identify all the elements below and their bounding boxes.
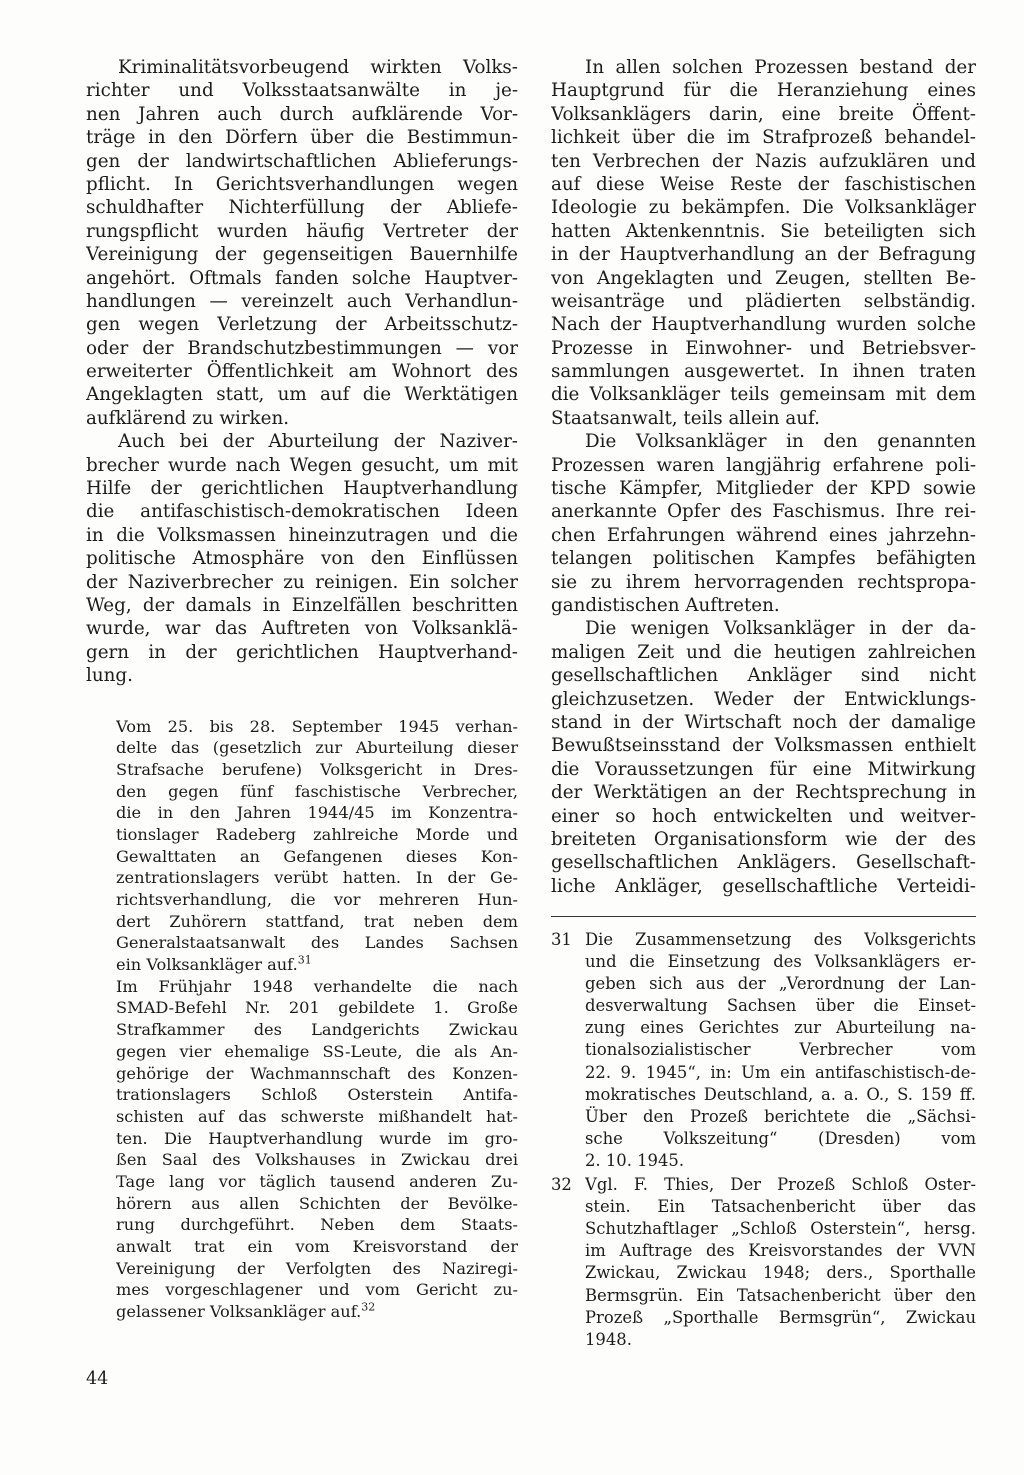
text-line: Prozeß „Sporthalle Bermsgrün“, Zwickau xyxy=(585,1307,976,1327)
text-line: delte das (gesetzlich zur Aburteilung dieser xyxy=(116,738,518,758)
case-quote-2-last-text: gelassener Volksankläger auf. xyxy=(116,1302,362,1322)
text-line: gleichzusetzen. Weder der Entwicklungs- xyxy=(551,688,976,710)
text-line: SMAD-Befehl Nr. 201 gebildete 1. Große xyxy=(116,998,518,1018)
text-line: Vereinigung der gegenseitigen Bauernhilfe xyxy=(86,244,518,266)
text-line: anwalt trat ein vom Kreisvorstand der xyxy=(116,1237,518,1257)
text-line: gandistischen Auftreten. xyxy=(551,594,780,616)
right-paragraph-2 xyxy=(551,430,976,617)
text-line: Die Zusammensetzung des Volksgerichts xyxy=(585,930,976,949)
text-line: im Auftrage des Kreisvorstandes der VVN xyxy=(585,1241,976,1261)
text-line: lichkeit über die im Strafprozeß behandel- xyxy=(551,127,976,149)
text-line: Die Volksankläger in den genannten xyxy=(585,431,976,453)
text-line: sammlungen ausgewertet. In ihnen traten xyxy=(551,361,976,383)
text-line: geben sich aus der „Verordnung der Lan- xyxy=(585,974,976,994)
left-paragraph-2 xyxy=(86,430,518,687)
text-line: Hilfe der gerichtlichen Hauptverhandlung xyxy=(86,478,518,500)
text-line: pflicht. In Gerichtsverhandlungen wegen xyxy=(86,173,518,195)
text-line: richtsverhandlung, die vor mehreren Hun- xyxy=(116,890,518,910)
text-line: hatten Aktenkenntnis. Sie beteiligten sich xyxy=(551,220,976,242)
text-line: politische Atmosphäre von den Einflüssen xyxy=(86,548,518,570)
text-line: gehörige der Wachmannschaft des Konzen- xyxy=(116,1063,518,1083)
footnote-number: 31 xyxy=(551,930,572,949)
left-paragraph-1 xyxy=(86,56,518,430)
text-line: schuldhafter Nichterfüllung der Abliefe- xyxy=(86,197,518,219)
text-line: mokratisches Deutschland, a. a. O., S. 159 ff. xyxy=(585,1084,976,1104)
text-line: hörern aus allen Schichten der Bevölke- xyxy=(116,1193,518,1213)
text-line: trationslagers Schloß Osterstein Antifa- xyxy=(116,1085,518,1105)
case-quote-1-last-line xyxy=(116,954,518,976)
text-line: Strafkammer des Landgerichts Zwickau xyxy=(116,1020,518,1040)
text-line: Zwickau, Zwickau 1948; ders., Sporthalle xyxy=(585,1263,976,1283)
text-line: wurde, war das Auftreten von Volksanklä- xyxy=(86,618,518,640)
text-line: tische Kämpfer, Mitglieder der KPD sowie xyxy=(551,478,976,500)
text-line: zung eines Gerichtes zur Aburteilung na- xyxy=(585,1018,976,1038)
text-line: gegen vier ehemalige SS-Leute, die als An- xyxy=(116,1041,518,1061)
page-number: 44 xyxy=(86,1369,109,1389)
text-line: 2. 10. 1945. xyxy=(585,1150,685,1170)
right-column xyxy=(551,56,976,898)
text-line: der Werktätigen an der Rechtsprechung in xyxy=(551,782,976,804)
text-line: Vereinigung der Verfolgten des Naziregi- xyxy=(116,1258,518,1278)
text-line: nen Jahren auch durch aufklärende Vor- xyxy=(86,103,518,125)
text-line: die in den Jahren 1944/45 im Konzentra- xyxy=(116,803,518,823)
text-line: gern in der gerichtlichen Hauptverhand- xyxy=(86,641,518,663)
footnote-32 xyxy=(551,1174,976,1351)
text-line: die Volksankläger teils gemeinsam mit dem xyxy=(551,384,976,406)
text-line: in die Volksmassen hineinzutragen und die xyxy=(86,524,518,546)
text-line: stand in der Wirtschaft noch der damalige xyxy=(551,711,976,733)
text-line: Schutzhaftlager „Schloß Osterstein“, hersg. xyxy=(585,1219,976,1239)
right-paragraph-3 xyxy=(551,617,976,898)
text-line: Weg, der damals in Einzelfällen beschritten xyxy=(86,594,518,616)
text-line: und die Einsetzung des Volksanklägers er- xyxy=(585,952,976,972)
right-paragraph-1 xyxy=(551,56,976,430)
text-line: lung. xyxy=(86,665,133,687)
case-quote-2-last-line xyxy=(116,1301,518,1323)
text-line: Bermsgrün. Ein Tatsachenbericht über den xyxy=(585,1285,976,1305)
text-line: Über den Prozeß berichtete die „Sächsi- xyxy=(585,1106,976,1126)
text-line: weisanträge und plädierten selbständig. xyxy=(551,290,976,312)
footnote-number: 32 xyxy=(551,1175,572,1195)
text-line: Prozessen waren langjährig erfahrene poli- xyxy=(551,454,976,476)
text-line: Strafsache berufene) Volksgericht in Dres- xyxy=(116,759,518,779)
text-line: desverwaltung Sachsen über die Einset- xyxy=(585,996,976,1016)
text-line: Tage lang vor täglich tausend anderen Zu- xyxy=(116,1171,518,1191)
text-line: Im Frühjahr 1948 verhandelte die nach xyxy=(116,976,518,996)
text-line: chen Erfahrungen während eines jahrzehn- xyxy=(551,524,976,546)
text-line: sche Volkszeitung“ (Dresden) vom xyxy=(585,1128,976,1148)
text-line: mes vorgeschlagener und vom Gericht zu- xyxy=(116,1280,518,1300)
text-line: gesellschaftlichen Anklägers. Gesellschaft- xyxy=(551,852,976,874)
text-line: Prozesse in Einwohner- und Betriebsver- xyxy=(551,337,976,359)
text-line: rung durchgeführt. Neben dem Staats- xyxy=(116,1215,518,1235)
text-line: maligen Zeit und die heutigen zahlreichen xyxy=(551,641,976,663)
text-line: Staatsanwalt, teils allein auf. xyxy=(551,407,820,429)
left-column xyxy=(86,56,518,1323)
footnote-31-text xyxy=(585,929,976,1172)
case-quote-block xyxy=(86,716,518,1323)
text-line: ten. Die Hauptverhandlung wurde im gro- xyxy=(116,1128,518,1148)
case-quote-1-last-text: ein Volksankläger auf. xyxy=(116,955,298,975)
text-line: ßen Saal des Volkshauses in Zwickau drei xyxy=(116,1150,518,1170)
text-line: zentrationslagers verübt hatten. In der Ge- xyxy=(116,868,518,888)
text-line: gen wegen Verletzung der Arbeitsschutz- xyxy=(86,314,518,336)
text-line: dert Zuhörern stattfand, trat neben dem xyxy=(116,911,518,931)
text-line: die antifaschistisch-demokratischen Ideen xyxy=(86,501,518,523)
text-line: Volksanklägers darin, eine breite Öffent- xyxy=(551,103,976,125)
text-line: rungspflicht wurden häufig Vertreter der xyxy=(86,220,518,242)
text-line: den gegen fünf faschistische Verbrecher, xyxy=(116,781,518,801)
text-line: träge in den Dörfern über die Bestimmun- xyxy=(86,127,518,149)
text-line: Die wenigen Volksankläger in der da- xyxy=(585,618,976,640)
text-line: Angeklagten statt, um auf die Werktätigen xyxy=(86,384,518,406)
text-line: sie zu ihrem hervorragenden rechtspropa- xyxy=(551,571,976,593)
text-line: tionalsozialistischer Verbrecher vom xyxy=(585,1040,976,1060)
text-line: Auch bei der Aburteilung der Naziver- xyxy=(118,431,518,453)
text-line: oder der Brandschutzbestimmungen — vor xyxy=(86,337,518,359)
text-line: anerkannte Opfer des Faschismus. Ihre rei- xyxy=(551,501,976,523)
text-line: in der Hauptverhandlung an der Befragung xyxy=(551,244,976,266)
text-line: erweiterter Öffentlichkeit am Wohnort des xyxy=(86,361,518,383)
text-line: auf diese Weise Reste der faschistischen xyxy=(551,173,976,195)
footnote-31 xyxy=(551,929,976,1172)
footnote-ref-32: 32 xyxy=(361,1301,376,1314)
text-line: angehört. Oftmals fanden solche Hauptver- xyxy=(86,267,518,289)
text-line: Generalstaatsanwalt des Landes Sachsen xyxy=(116,933,518,953)
text-line: Ideologie zu bekämpfen. Die Volksankläger xyxy=(551,197,976,219)
text-line: stein. Ein Tatsachenbericht über das xyxy=(585,1197,976,1217)
text-line: 1948. xyxy=(585,1329,632,1349)
case-quote-1 xyxy=(116,716,518,955)
text-line: richter und Volksstaatsanwälte in je- xyxy=(86,80,518,102)
text-line: gen der landwirtschaftlichen Ablieferungs- xyxy=(86,150,518,172)
text-line: schisten auf das schwerste mißhandelt hat- xyxy=(116,1106,518,1126)
text-line: einer so hoch entwickelten und weitver- xyxy=(551,805,976,827)
spacer xyxy=(86,688,518,716)
text-line: Vom 25. bis 28. September 1945 verhan- xyxy=(116,716,518,736)
text-line: tionslager Radeberg zahlreiche Morde und xyxy=(116,824,518,844)
case-quote-2 xyxy=(116,976,518,1301)
text-line: aufklärend zu wirken. xyxy=(86,407,290,429)
footnotes xyxy=(551,929,976,1351)
text-line: handlungen — vereinzelt auch Verhandlun- xyxy=(86,290,518,312)
text-line: von Angeklagten und Zeugen, stellten Be- xyxy=(551,267,976,289)
text-line: 22. 9. 1945“, in: Um ein antifaschistisch-de- xyxy=(585,1062,976,1082)
text-line: ten Verbrechen der Nazis aufzuklären und xyxy=(551,150,976,172)
text-line: Gewalttaten an Gefangenen dieses Kon- xyxy=(116,846,518,866)
text-line: Hauptgrund für die Heranziehung eines xyxy=(551,80,976,102)
text-line: In allen solchen Prozessen bestand der xyxy=(585,57,976,78)
text-line: gesellschaftlichen Ankläger sind nicht xyxy=(551,665,976,687)
footnote-32-text xyxy=(585,1174,976,1351)
text-line: liche Ankläger, gesellschaftliche Verteidi- xyxy=(551,875,976,897)
footnote-rule xyxy=(551,916,976,917)
text-line: Nach der Hauptverhandlung wurden solche xyxy=(551,314,976,336)
text-line: Vgl. F. Thies, Der Prozeß Schloß Oster- xyxy=(585,1175,976,1195)
text-line: die Voraussetzungen für eine Mitwirkung xyxy=(551,758,976,780)
text-line: Kriminalitätsvorbeugend wirkten Volks- xyxy=(118,57,518,78)
text-line: telangen politischen Kampfes befähigten xyxy=(551,548,976,570)
text-line: breiteten Organisationsform wie der des xyxy=(551,828,976,850)
footnote-ref-31: 31 xyxy=(297,954,312,967)
text-line: der Naziverbrecher zu reinigen. Ein solcher xyxy=(86,571,518,593)
text-line: Bewußtseinsstand der Volksmassen enthielt xyxy=(551,735,976,757)
text-line: brecher wurde nach Wegen gesucht, um mit xyxy=(86,454,518,476)
